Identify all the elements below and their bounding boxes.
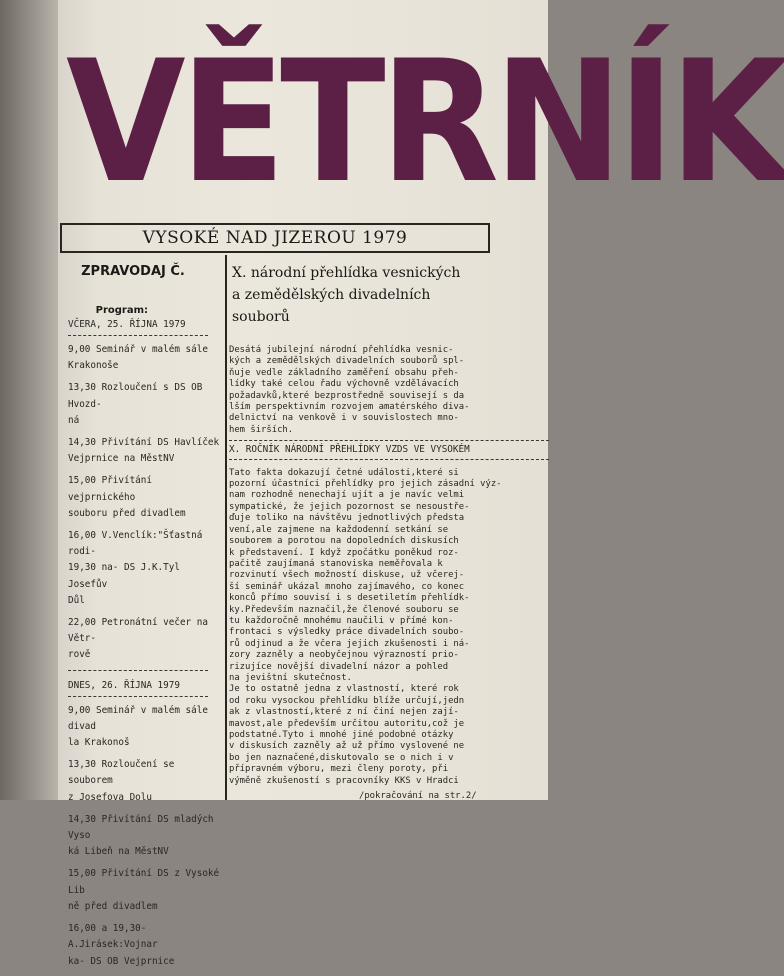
- program-item: 13,30 Rozloučení s DS OB Hvozd- ná: [68, 382, 203, 426]
- program-item: 13,30 Rozloučení se souborem z Josefova Dolu: [68, 759, 175, 803]
- program-item: 9,00 Seminář v malém sále divad la Krakonoš: [68, 704, 208, 749]
- article-column: [229, 345, 549, 802]
- program-column: [10, 318, 222, 976]
- program-item: 14,30 Přivítání DS Havlíček Vejprnice na MěstNV: [68, 437, 220, 465]
- headline-line: X. národní přehlídka vesnických: [232, 265, 461, 281]
- intro-paragraph: Desátá jubilejní národní přehlídka vesnic- kých a zemědělských divadelních souborů spl- ňuje vedle základního zaměření obsahu přeh- lídky také celou řadu výchovně vzdělávacích požadavků,které bezprostředně souvisejí s da lším perspektivním rozvojem amatérského diva- delnictví na venkově i v souvislostech mno- hem širších.: [229, 345, 470, 435]
- article-body: Tato fakta dokazují četné události,které si pozorní účastníci přehlídky pro jejich zásadní výz- nam rozhodně nenechají ujít a je navíc velmi sympatické, že jejich pozornost se nesoustře- ďuje toliko na návštěvu jednotlivých předsta vení,ale zajmene na každodenní setkání se souborem a porotou na dopoledních diskusích k představení. I když zpočátku poněkud roz- pačitě zaujímaná stanoviska neměřovala k rozvinutí všech možností diskuse, už včerej- ší seminář ukázal mnoho zajímavého, co konec konců přímo souvisí i s desetiletím přehlídk- ky.Především naznačil,že členové souboru se tu každoročně mnohému naučili v přímé kon- frontaci s výsledky práce divadelních soubo- rů odjinud a že včera jejich zkušenosti i ná- zory zazněly a neobyčejnou výrazností prio- rizujíce novější divadelní názor a pohled na jevištní skutečnost. Je to ostatně jedna z vlastností, které rok od roku vysockou přehlídku blíže určují,jedn ak z vlastností,které z ní činí nejen zají- mavost,ale především určitou autoritu,což je podstatné.Tyto i mnohé jiné podobné otázky v diskusích zazněly až už přímo vyslovené ne bo jen naznačené,diskutovalo se o nich i v přípravném výboru, mezi členy poroty, při výměně zkušeností s pracovníky KKS v Hradci: [229, 467, 502, 786]
- headline-line: souborů: [232, 309, 290, 325]
- day-heading-today: DNES, 26. ŘÍJNA 1979: [68, 679, 180, 691]
- program-item: 15,00 Přivítání DS z Vysoké Lib ně před divadlem: [68, 868, 220, 912]
- masthead-title: VĚTRNÍK: [66, 24, 784, 220]
- divider: [68, 696, 208, 697]
- zpravodaj-label: ZPRAVODAJ Č.: [81, 264, 185, 279]
- program-item: 16,00 a 19,30-A.Jirásek:Vojnar ka- DS OB Vejprnice: [68, 923, 175, 967]
- program-title: Program:: [95, 305, 148, 316]
- continued-note: /pokračování na str.2/: [359, 791, 477, 802]
- headline: [232, 262, 532, 328]
- program-item: 14,30 Přivítání DS mladých Vyso ká Libeň na MěstNV: [68, 813, 214, 858]
- newsletter-page: [58, 0, 784, 967]
- headline-line: a zemědělských divadelních: [232, 287, 431, 303]
- article-subheading: X. ROČNÍK NÁRODNÍ PŘEHLÍDKY VZDS VE VYSOKÉM: [229, 440, 549, 459]
- program-item: 9,00 Seminář v malém sále Krakonoše: [68, 344, 208, 372]
- place-year-banner: VYSOKÉ NAD JIZEROU 1979: [60, 223, 490, 253]
- program-item: 16,00 V.Venclík:"Šťastná rodi- 19,30 na- DS J.K.Tyl Josefův Důl: [68, 530, 203, 606]
- divider: [68, 670, 208, 671]
- program-item: 22,00 Petronátní večer na Větr- rově: [68, 617, 208, 661]
- day-heading-yesterday: VČERA, 25. ŘÍJNA 1979: [68, 319, 186, 330]
- program-item: 15,00 Přivítání vejprnického souboru před divadlem: [68, 475, 186, 519]
- divider: [68, 335, 208, 336]
- column-divider: [225, 255, 227, 800]
